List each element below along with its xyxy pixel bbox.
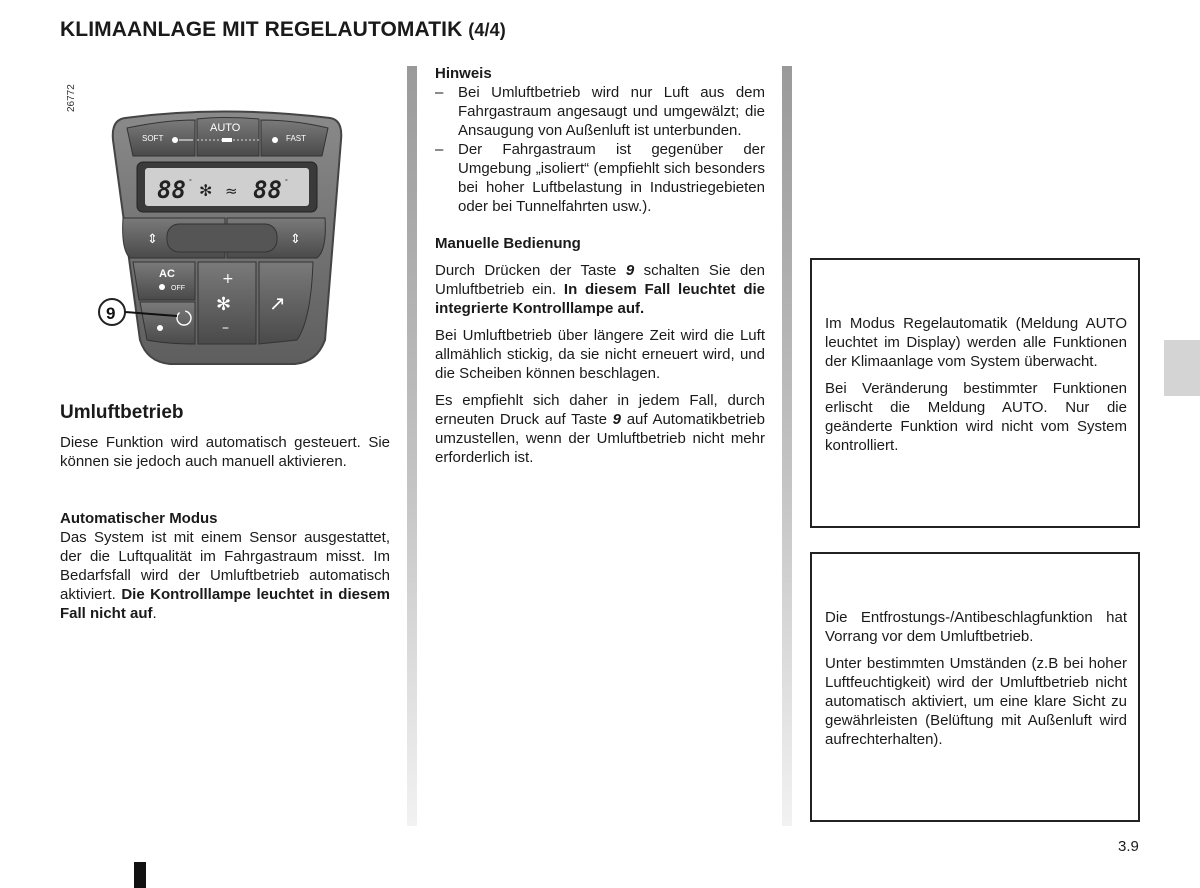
auto-label: AUTO	[210, 122, 241, 134]
hint-item	[435, 140, 765, 216]
auto-mode-text-plain: Das System ist mit einem Sensor ausgestattet, der die Luftqualität im Fahrgastraum misst. Im Bedarfsfall wird der Umluftbetrieb automatisch aktiviert.	[60, 529, 390, 603]
manual-paragraph-1	[435, 261, 765, 318]
manual-title: Manuelle Bedienung	[435, 235, 581, 252]
manual-1-key: 9	[625, 262, 635, 279]
intro-paragraph: Diese Funktion wird automatisch gesteuert. Sie können sie jedoch auch manuell aktivieren.	[60, 434, 390, 470]
svg-text:°: °	[285, 179, 288, 186]
recirculation-button	[140, 302, 195, 344]
fan-speed-icon: ✻	[216, 294, 232, 315]
left-intro	[60, 433, 390, 471]
info-box-auto-p2: Bei Veränderung bestimmter Funktionen erlischt die Meldung AUTO. Nur die geänderte Funktion wird nicht vom System kontrolliert.	[825, 380, 1127, 454]
info-box-auto	[810, 258, 1140, 528]
manual-paragraph-3	[435, 391, 765, 467]
auto-mode-text	[60, 528, 390, 623]
auto-mode-text-bold: Die Kontrolllampe leuchtet in diesem Fall nicht auf	[60, 586, 390, 622]
manual-1-bold: In diesem Fall leuchtet die integrierte Kontrolllampe auf.	[435, 281, 765, 317]
auto-mode-title: Automatischer Modus	[60, 510, 218, 527]
recirc-display-icon: ≈	[225, 182, 238, 200]
hint-title: Hinweis	[435, 65, 492, 82]
chapter-tab	[1164, 340, 1200, 396]
fan-plus-label: +	[222, 271, 234, 287]
hint-text: Der Fahrgastraum ist gegenüber der Umgebung „isoliert“ (empfiehlt sich besonders bei hoher Luftbelastung in Industriegebieten oder bei Tunnelfahrten usw.).	[458, 141, 765, 215]
auto-mode-block	[60, 509, 390, 623]
callout-number: 9	[106, 304, 116, 323]
info-box-defrost-p2: Unter bestimmten Umständen (z.B bei hoher Luftfeuchtigkeit) wird der Umluftbetrieb nicht automatisch aktiviert, um eine klare Sicht zu gewährleisten (Belüftung mit Außenluft wird aufrechterhalten).	[825, 655, 1127, 748]
hint-dash: –	[435, 84, 444, 101]
hint-item	[435, 83, 765, 140]
info-box-auto-content	[825, 314, 1127, 455]
manual-3-text-b: auf Automatikbetrieb umzustellen, wenn der Umluftbetrieb nicht mehr erforderlich ist.	[435, 411, 765, 466]
auto-mode-text-end: .	[152, 605, 157, 622]
soft-label: SOFT	[142, 134, 164, 143]
fast-label: FAST	[286, 134, 307, 143]
middle-column	[435, 64, 765, 467]
column-divider-left	[407, 66, 417, 826]
column-divider-right	[782, 66, 792, 826]
info-box-defrost	[810, 552, 1140, 822]
left-temp-updown-icon: ⇕	[147, 232, 158, 247]
manual-3-key: 9	[612, 411, 621, 428]
seat-airflow-icon: ↗	[269, 291, 286, 315]
hint-text: Bei Umluftbetrieb wird nur Luft aus dem Fahrgastraum angesaugt und umgewälzt; die Ansaugung von Außenluft ist unterbunden.	[458, 84, 765, 139]
display-left-temp: 88	[157, 176, 186, 204]
info-box-defrost-content	[825, 608, 1127, 749]
page-title-sub: (4/4)	[468, 20, 506, 40]
display-right-temp: 88	[253, 176, 282, 204]
svg-text:°: °	[189, 179, 192, 186]
info-box-auto-p1: Im Modus Regelautomatik (Meldung AUTO leuchtet im Display) werden alle Funktionen der Klimaanlage vom System überwacht.	[825, 315, 1127, 370]
manual-1-text-b: schalten Sie den Umluftbetrieb ein.	[435, 262, 765, 298]
temp-rocker	[167, 224, 277, 252]
info-box-defrost-p1: Die Entfrostungs-/Antibeschlagfunktion hat Vorrang vor dem Umluftbetrieb.	[825, 609, 1127, 645]
manual-3-text: Es empfiehlt sich daher in jedem Fall, durch erneuten Druck auf Taste	[435, 392, 765, 428]
ac-label: AC	[159, 268, 175, 280]
page-title-main: KLIMAANLAGE MIT REGELAUTOMATIK	[60, 18, 463, 41]
page-title	[60, 18, 506, 42]
fan-minus-label: –	[222, 320, 229, 336]
manual-paragraph-2: Bei Umluftbetrieb über längere Zeit wird die Luft allmählich stickig, da sie nicht erneuert wird, und die Scheiben können beschlagen.	[435, 327, 765, 382]
page-number: 3.9	[1118, 838, 1139, 855]
fan-icon: ✻	[199, 181, 213, 200]
climate-panel-figure	[85, 100, 360, 375]
section-heading: Umluftbetrieb	[60, 402, 184, 423]
right-temp-updown-icon: ⇕	[290, 232, 301, 247]
hint-dash: –	[435, 141, 444, 158]
off-label: OFF	[171, 285, 185, 292]
figure-code: 26772	[66, 84, 77, 112]
bottom-marker	[134, 862, 146, 888]
manual-1-text: Durch Drücken der Taste	[435, 262, 626, 279]
